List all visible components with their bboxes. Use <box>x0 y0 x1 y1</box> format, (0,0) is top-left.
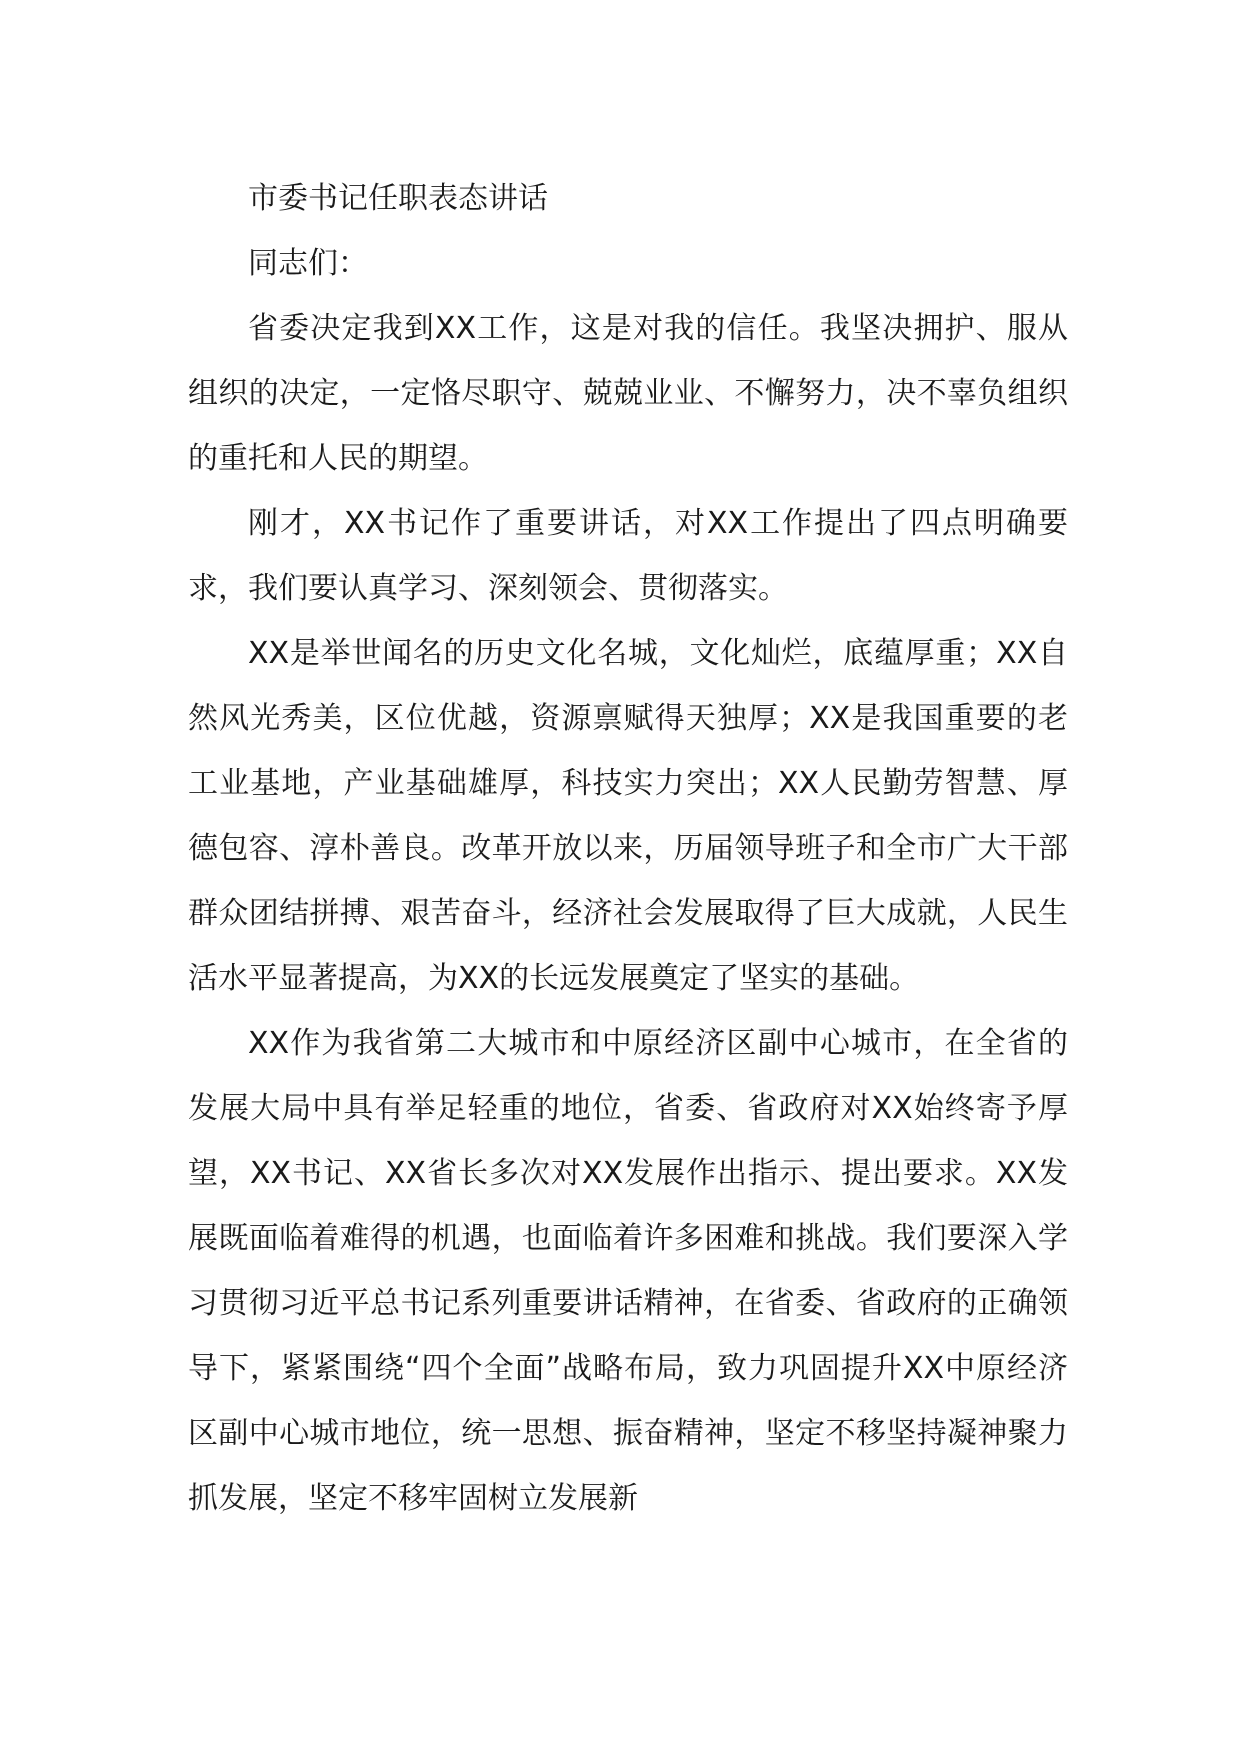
salutation: 同志们： <box>248 246 368 281</box>
paragraph-1: 省委决定我到XX工作，这是对我的信任。我坚决拥护、服从组织的决定，一定恪尽职守、兢兢业业、不懈努力，决不辜负组织的重托和人民的期望。 <box>188 311 1068 476</box>
paragraph-3: XX是举世闻名的历史文化名城，文化灿烂，底蕴厚重；XX自然风光秀美，区位优越，资源禀赋得天独厚；XX是我国重要的老工业基地，产业基础雄厚，科技实力突出；XX人民勤劳智慧、厚德包容、淳朴善良。改革开放以来，历届领导班子和全市广大干部群众团结拼搏、艰苦奋斗，经济社会发展取得了巨大成就，人民生活水平显著提高，为XX的长远发展奠定了坚实的基础。 <box>188 636 1068 996</box>
paragraph-2: 刚才，XX书记作了重要讲话，对XX工作提出了四点明确要求，我们要认真学习、深刻领会、贯彻落实。 <box>188 506 1068 606</box>
document-title: 市委书记任职表态讲话 <box>248 181 548 216</box>
document-body <box>188 166 1068 1531</box>
paragraph-4: XX作为我省第二大城市和中原经济区副中心城市，在全省的发展大局中具有举足轻重的地位，省委、省政府对XX始终寄予厚望，XX书记、XX省长多次对XX发展作出指示、提出要求。XX发展既面临着难得的机遇，也面临着许多困难和挑战。我们要深入学习贯彻习近平总书记系列重要讲话精神，在省委、省政府的正确领导下，紧紧围绕“四个全面”战略布局，致力巩固提升XX中原经济区副中心城市地位，统一思想、振奋精神，坚定不移坚持凝神聚力抓发展，坚定不移牢固树立发展新 <box>188 1026 1068 1516</box>
